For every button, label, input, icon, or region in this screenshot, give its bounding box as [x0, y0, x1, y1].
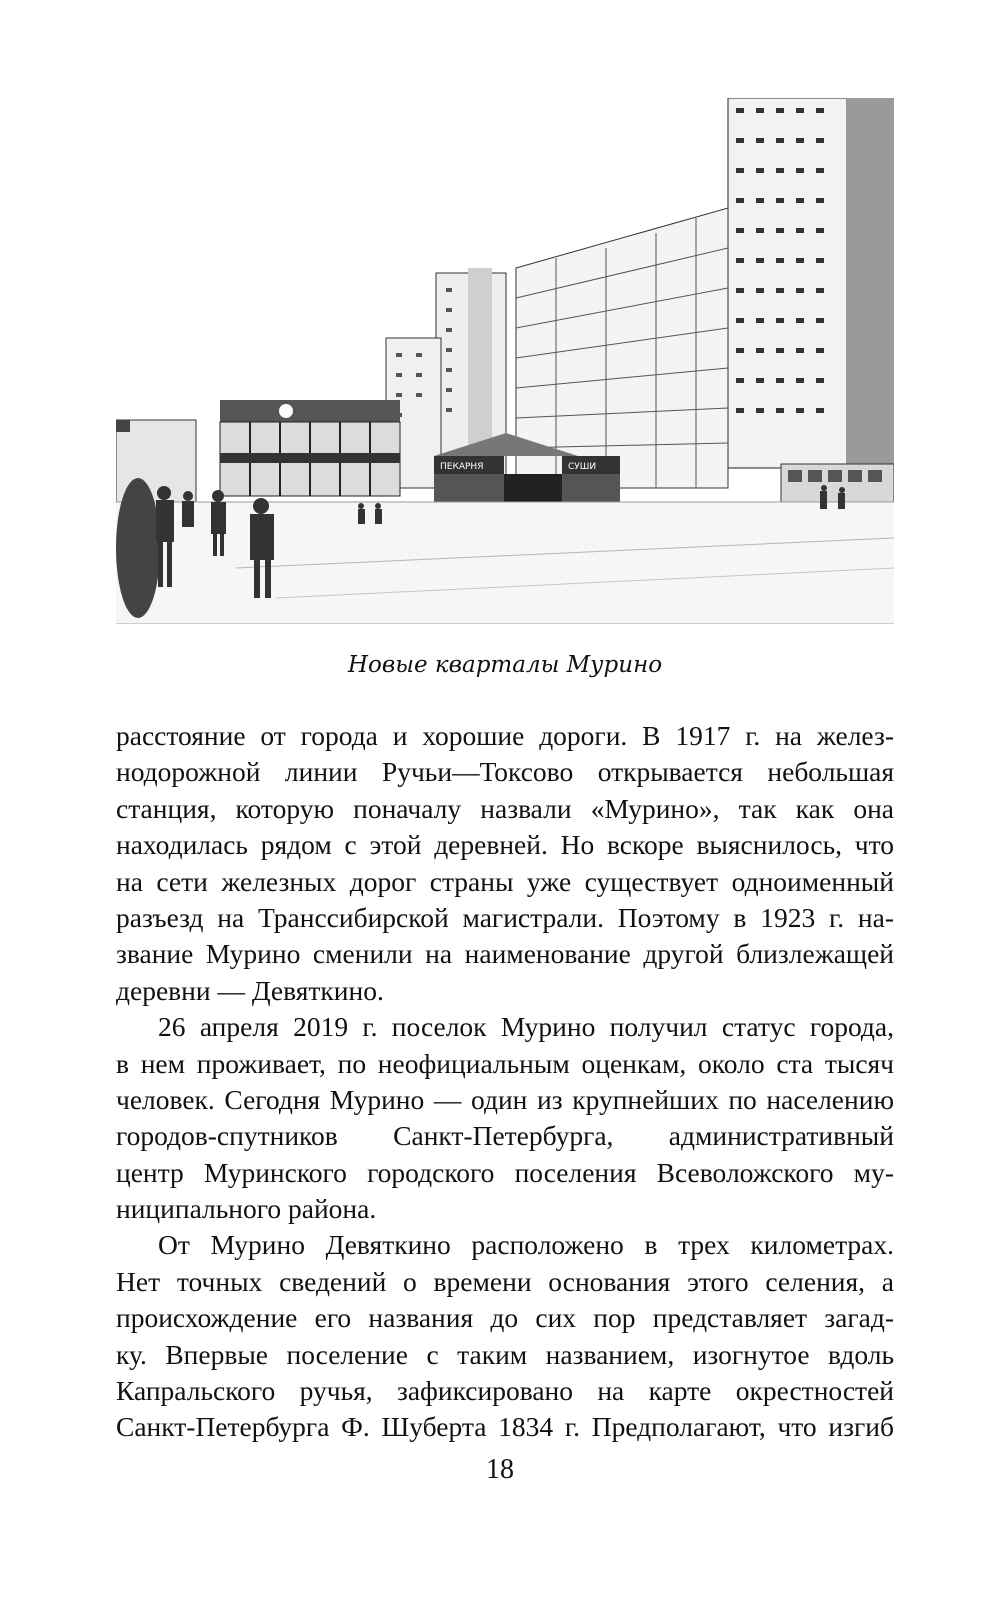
text-line: ку. Впервые поселение с таким названием, изогнутое вдоль	[116, 1338, 894, 1370]
bakery-sign: ПЕКАРНЯ	[440, 462, 484, 472]
street-photo	[116, 98, 894, 624]
text-line: Нет точных сведений о времени основания этого селения, а	[116, 1265, 894, 1297]
text-line: Санкт-Петербурга Ф. Шуберта 1834 г. Предполагают, что изгиб	[116, 1411, 894, 1443]
text-line: расстояние от города и хорошие дороги. В 1917 г. на желез-	[116, 720, 894, 751]
text-line: на сети железных дорог страны уже существует одноименный	[116, 865, 894, 897]
text-line: От Мурино Девяткино расположено в трех километрах.	[158, 1229, 894, 1261]
text-line: Капральского ручья, зафиксировано на карте окрестностей	[116, 1375, 894, 1407]
text-line: находилась рядом с этой деревней. Но вскоре выяснилось, что	[116, 829, 894, 861]
text-line: городов-спутников Санкт-Петербурга, административный	[116, 1120, 894, 1152]
paragraph-1	[116, 718, 894, 1009]
text-line: станция, которую поначалу назвали «Мурино», так как она	[116, 792, 894, 824]
street-photo-image	[116, 98, 894, 623]
paragraph-2	[116, 1009, 894, 1227]
text-line: звание Мурино сменили на наименование другой близлежащей	[116, 938, 894, 970]
body-text	[116, 718, 894, 1446]
text-line: человек. Сегодня Мурино — один из крупнейших по населению	[116, 1083, 894, 1115]
paragraph-3	[116, 1227, 894, 1445]
photo-caption: Новые кварталы Мурино	[347, 652, 663, 678]
text-line: центр Муринского городского поселения Всеволожского му-	[116, 1156, 894, 1188]
text-line: 26 апреля 2019 г. поселок Мурино получил статус города,	[158, 1011, 894, 1043]
text-line: разъезд на Транссибирской магистрали. Поэтому в 1923 г. на-	[116, 901, 894, 933]
text-line: в нем проживает, по неофициальным оценкам, около ста тысяч	[116, 1047, 894, 1079]
text-line: происхождение его названия до сих пор представляет загад-	[116, 1302, 894, 1334]
sushi-sign: СУШИ	[568, 462, 597, 472]
text-line: ниципального района.	[116, 1193, 377, 1225]
page-number: 18	[486, 1454, 514, 1485]
text-line: деревни — Девяткино.	[116, 974, 384, 1006]
text-line: нодорожной линии Ручьи—Токсово открывается небольшая	[116, 756, 894, 788]
